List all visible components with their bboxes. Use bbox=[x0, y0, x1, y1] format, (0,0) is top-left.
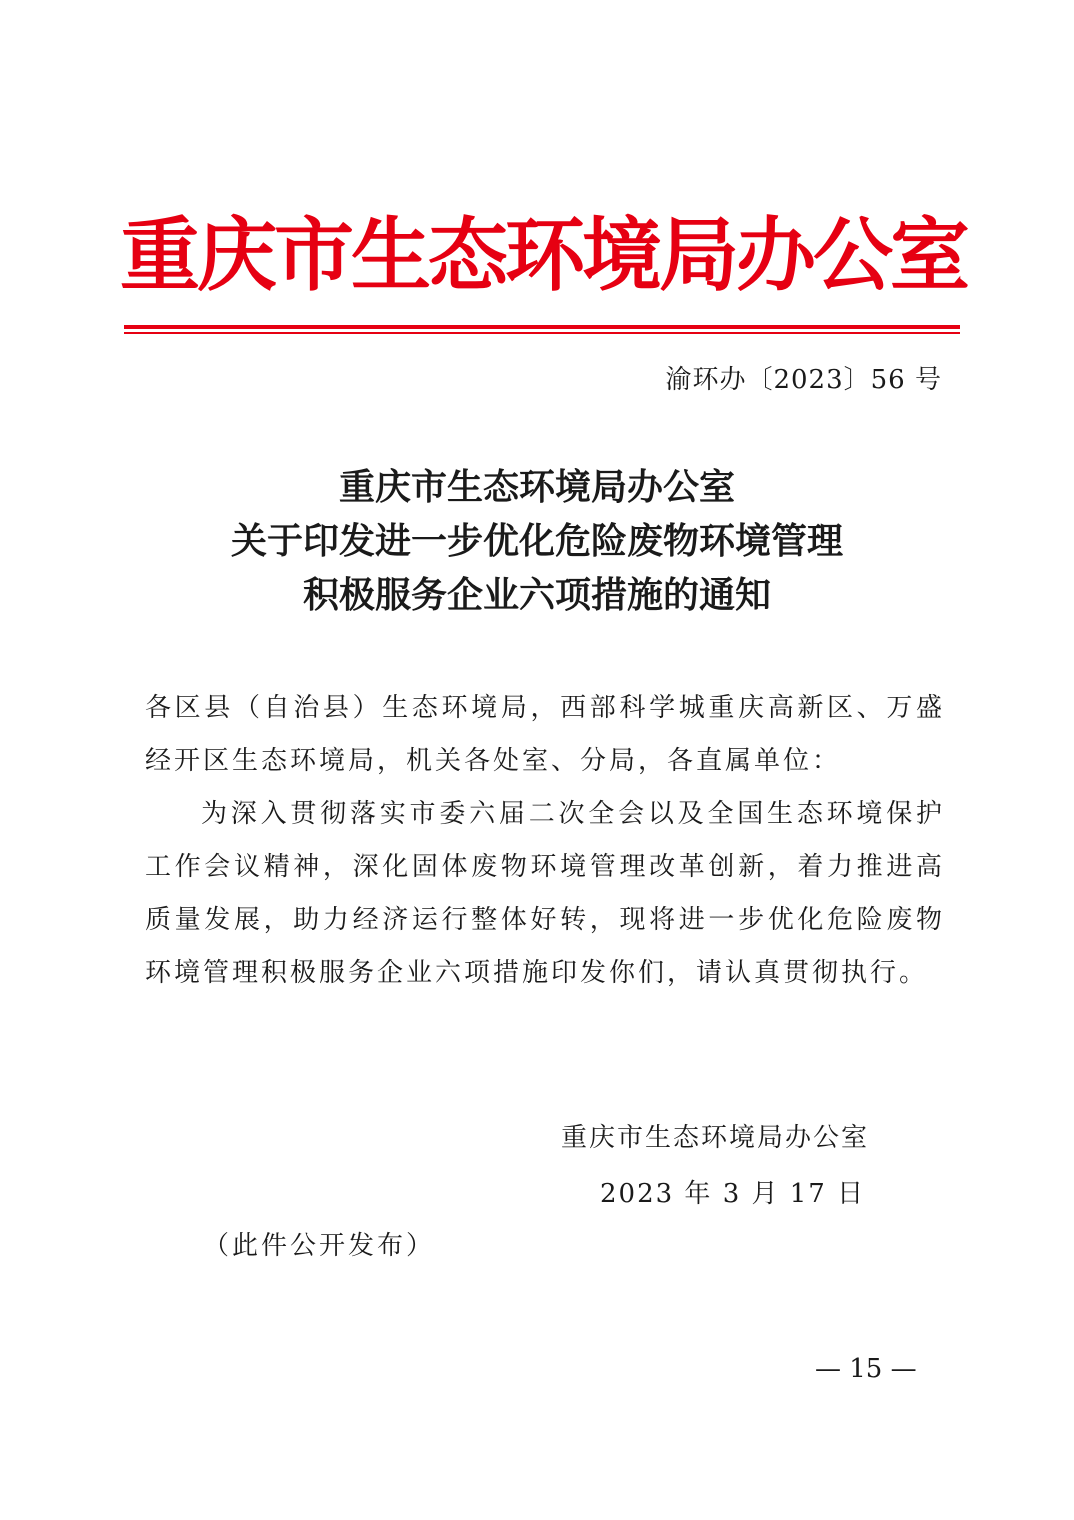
masthead-red-rule bbox=[124, 325, 960, 329]
title-line: 重庆市生态环境局办公室 bbox=[338, 466, 735, 508]
title-line: 关于印发进一步优化危险废物环境管理 bbox=[230, 520, 843, 562]
body-paragraph: 为深入贯彻落实市委六届二次全会以及全国生态环境保护工作会议精神，深化固体废物环境管理改革创新，着力推进高质量发展，助力经济运行整体好转，现将进一步优化危险废物环境管理积极服务企业六项措施印发你们，请认真贯彻执行。 bbox=[145, 799, 945, 988]
salutation: 各区县（自治县）生态环境局，西部科学城重庆高新区、万盛经开区生态环境局，机关各处室、分局，各直属单位： bbox=[145, 693, 945, 776]
masthead-red-rule-thin bbox=[124, 332, 960, 334]
masthead-org-name: 重庆市生态环境局办公室 bbox=[120, 208, 967, 302]
document-number: 渝环办〔2023〕56 号 bbox=[665, 365, 942, 395]
signature-org: 重庆市生态环境局办公室 bbox=[561, 1123, 870, 1153]
signature-date: 2023 年 3 月 17 日 bbox=[600, 1179, 866, 1209]
public-note: （此件公开发布） bbox=[203, 1231, 436, 1261]
page-number: — 15 — bbox=[815, 1354, 917, 1384]
title-line: 积极服务企业六项措施的通知 bbox=[302, 574, 771, 616]
document-title bbox=[0, 460, 1074, 622]
